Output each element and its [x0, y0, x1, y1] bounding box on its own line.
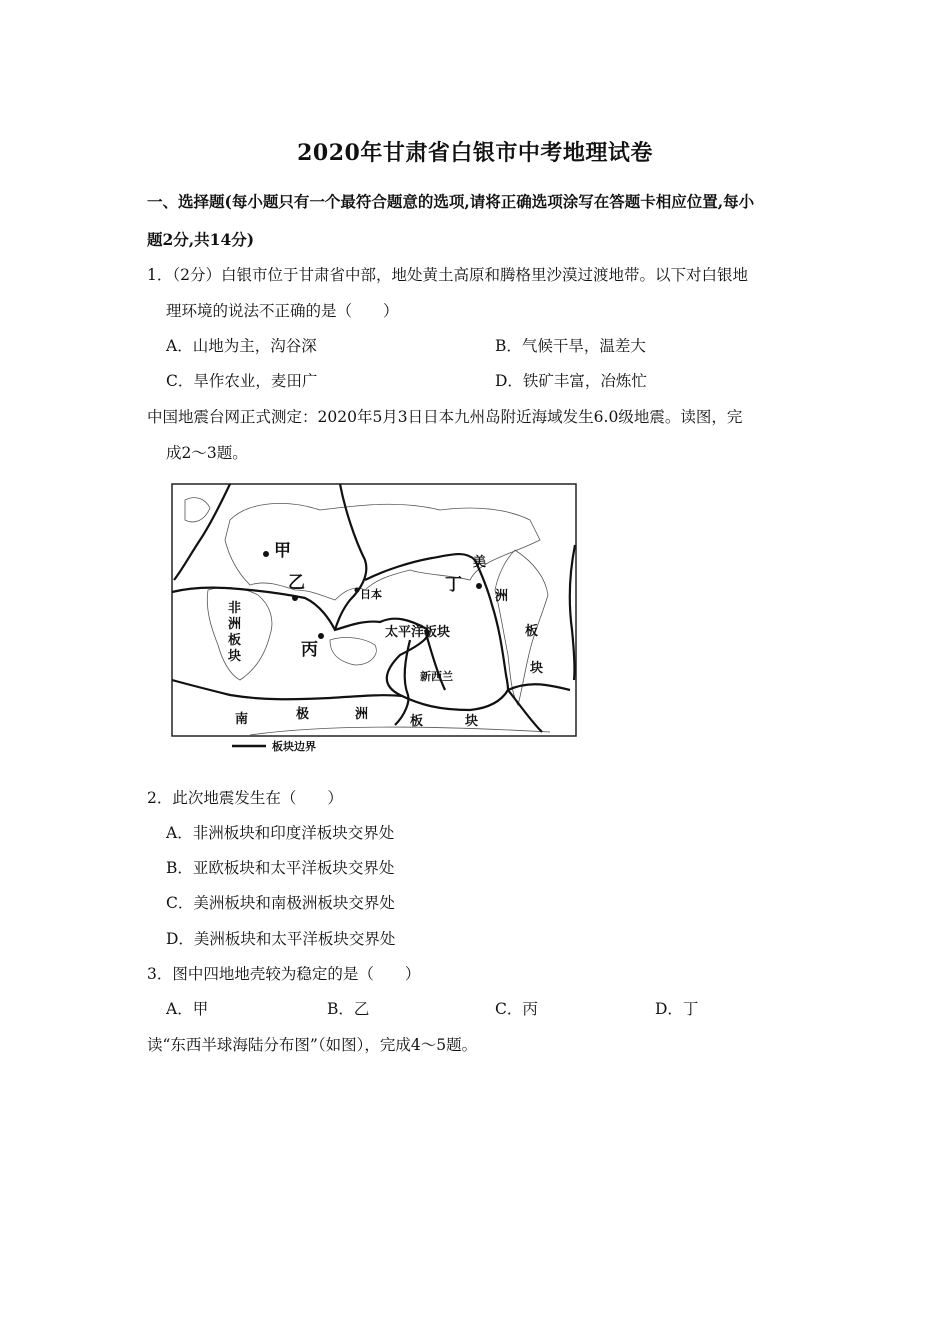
point-jia — [263, 551, 269, 557]
q2-stem: 2．此次地震发生在（ ） — [147, 789, 343, 807]
q3-stem: 3．图中四地地壳较为稳定的是（ ） — [147, 965, 421, 983]
q2-option-b: B．亚欧板块和太平洋板块交界处 — [166, 859, 395, 877]
q2-option-d: D．美洲板块和太平洋板块交界处 — [166, 930, 396, 948]
q1-option-b: B．气候干旱，温差大 — [495, 337, 646, 355]
q3-option-c: C．丙 — [495, 1000, 538, 1018]
q1-stem-line2: 理环境的说法不正确的是（ ） — [166, 302, 399, 320]
point-ding — [476, 583, 482, 589]
label-jia: 甲 — [274, 541, 291, 561]
label-america-3: 板 — [525, 624, 539, 639]
label-antarctic-5: 块 — [465, 714, 479, 729]
q1-option-a: A．山地为主，沟谷深 — [166, 337, 317, 355]
label-america-1: 美 — [473, 555, 487, 570]
point-yi — [292, 595, 298, 601]
label-antarctic-2: 极 — [296, 707, 310, 722]
label-antarctic-1: 南 — [235, 712, 249, 727]
label-antarctic-4: 板 — [410, 714, 424, 729]
plate-map-svg — [170, 480, 580, 760]
q2-option-a: A．非洲板块和印度洋板块交界处 — [166, 824, 395, 842]
q1-stem-line1: 1．（2分）白银市位于甘肃省中部，地处黄土高原和腾格里沙漠过渡地带。以下对白银地 — [147, 266, 748, 284]
intro-2-3-line2: 成2～3题。 — [166, 444, 248, 462]
intro-2-3-line1: 中国地震台网正式测定：2020年5月3日日本九州岛附近海域发生6.0级地震。读图，完 — [147, 408, 743, 426]
exam-title: 2020年甘肃省白银市中考地理试卷 — [297, 140, 653, 166]
label-america-2: 洲 — [495, 589, 509, 604]
label-japan: 日本 — [360, 588, 382, 601]
label-america-4: 块 — [530, 661, 544, 676]
label-pacific-plate: 太平洋板块 — [385, 625, 451, 640]
section-header-line2: 题2分,共14分) — [147, 230, 255, 249]
label-africa-1: 非 — [228, 601, 242, 616]
q3-option-d: D．丁 — [655, 1000, 699, 1018]
label-bing: 丙 — [301, 640, 318, 660]
label-africa-3: 板 — [228, 633, 242, 648]
label-yi: 乙 — [288, 573, 305, 593]
label-africa-4: 块 — [228, 649, 242, 664]
legend-label: 板块边界 — [272, 740, 316, 753]
q1-option-d: D．铁矿丰富，冶炼忙 — [495, 372, 647, 390]
q2-option-c: C．美洲板块和南极洲板块交界处 — [166, 894, 395, 912]
label-ding: 丁 — [445, 575, 462, 595]
section-header-line1: 一、选择题(每小题只有一个最符合题意的选项,请将正确选项涂写在答题卡相应位置,每小 — [147, 192, 755, 211]
intro-4-5: 读“东西半球海陆分布图”（如图），完成4～5题。 — [147, 1036, 478, 1054]
q3-option-a: A．甲 — [166, 1000, 209, 1018]
label-africa-2: 洲 — [228, 617, 242, 632]
plate-map-figure — [170, 480, 580, 760]
q1-option-c: C．旱作农业，麦田广 — [166, 372, 318, 390]
point-bing — [318, 633, 324, 639]
point-japan — [355, 588, 360, 593]
label-antarctic-3: 洲 — [355, 707, 369, 722]
label-new-zealand: 新西兰 — [420, 670, 453, 683]
q3-option-b: B．乙 — [327, 1000, 370, 1018]
